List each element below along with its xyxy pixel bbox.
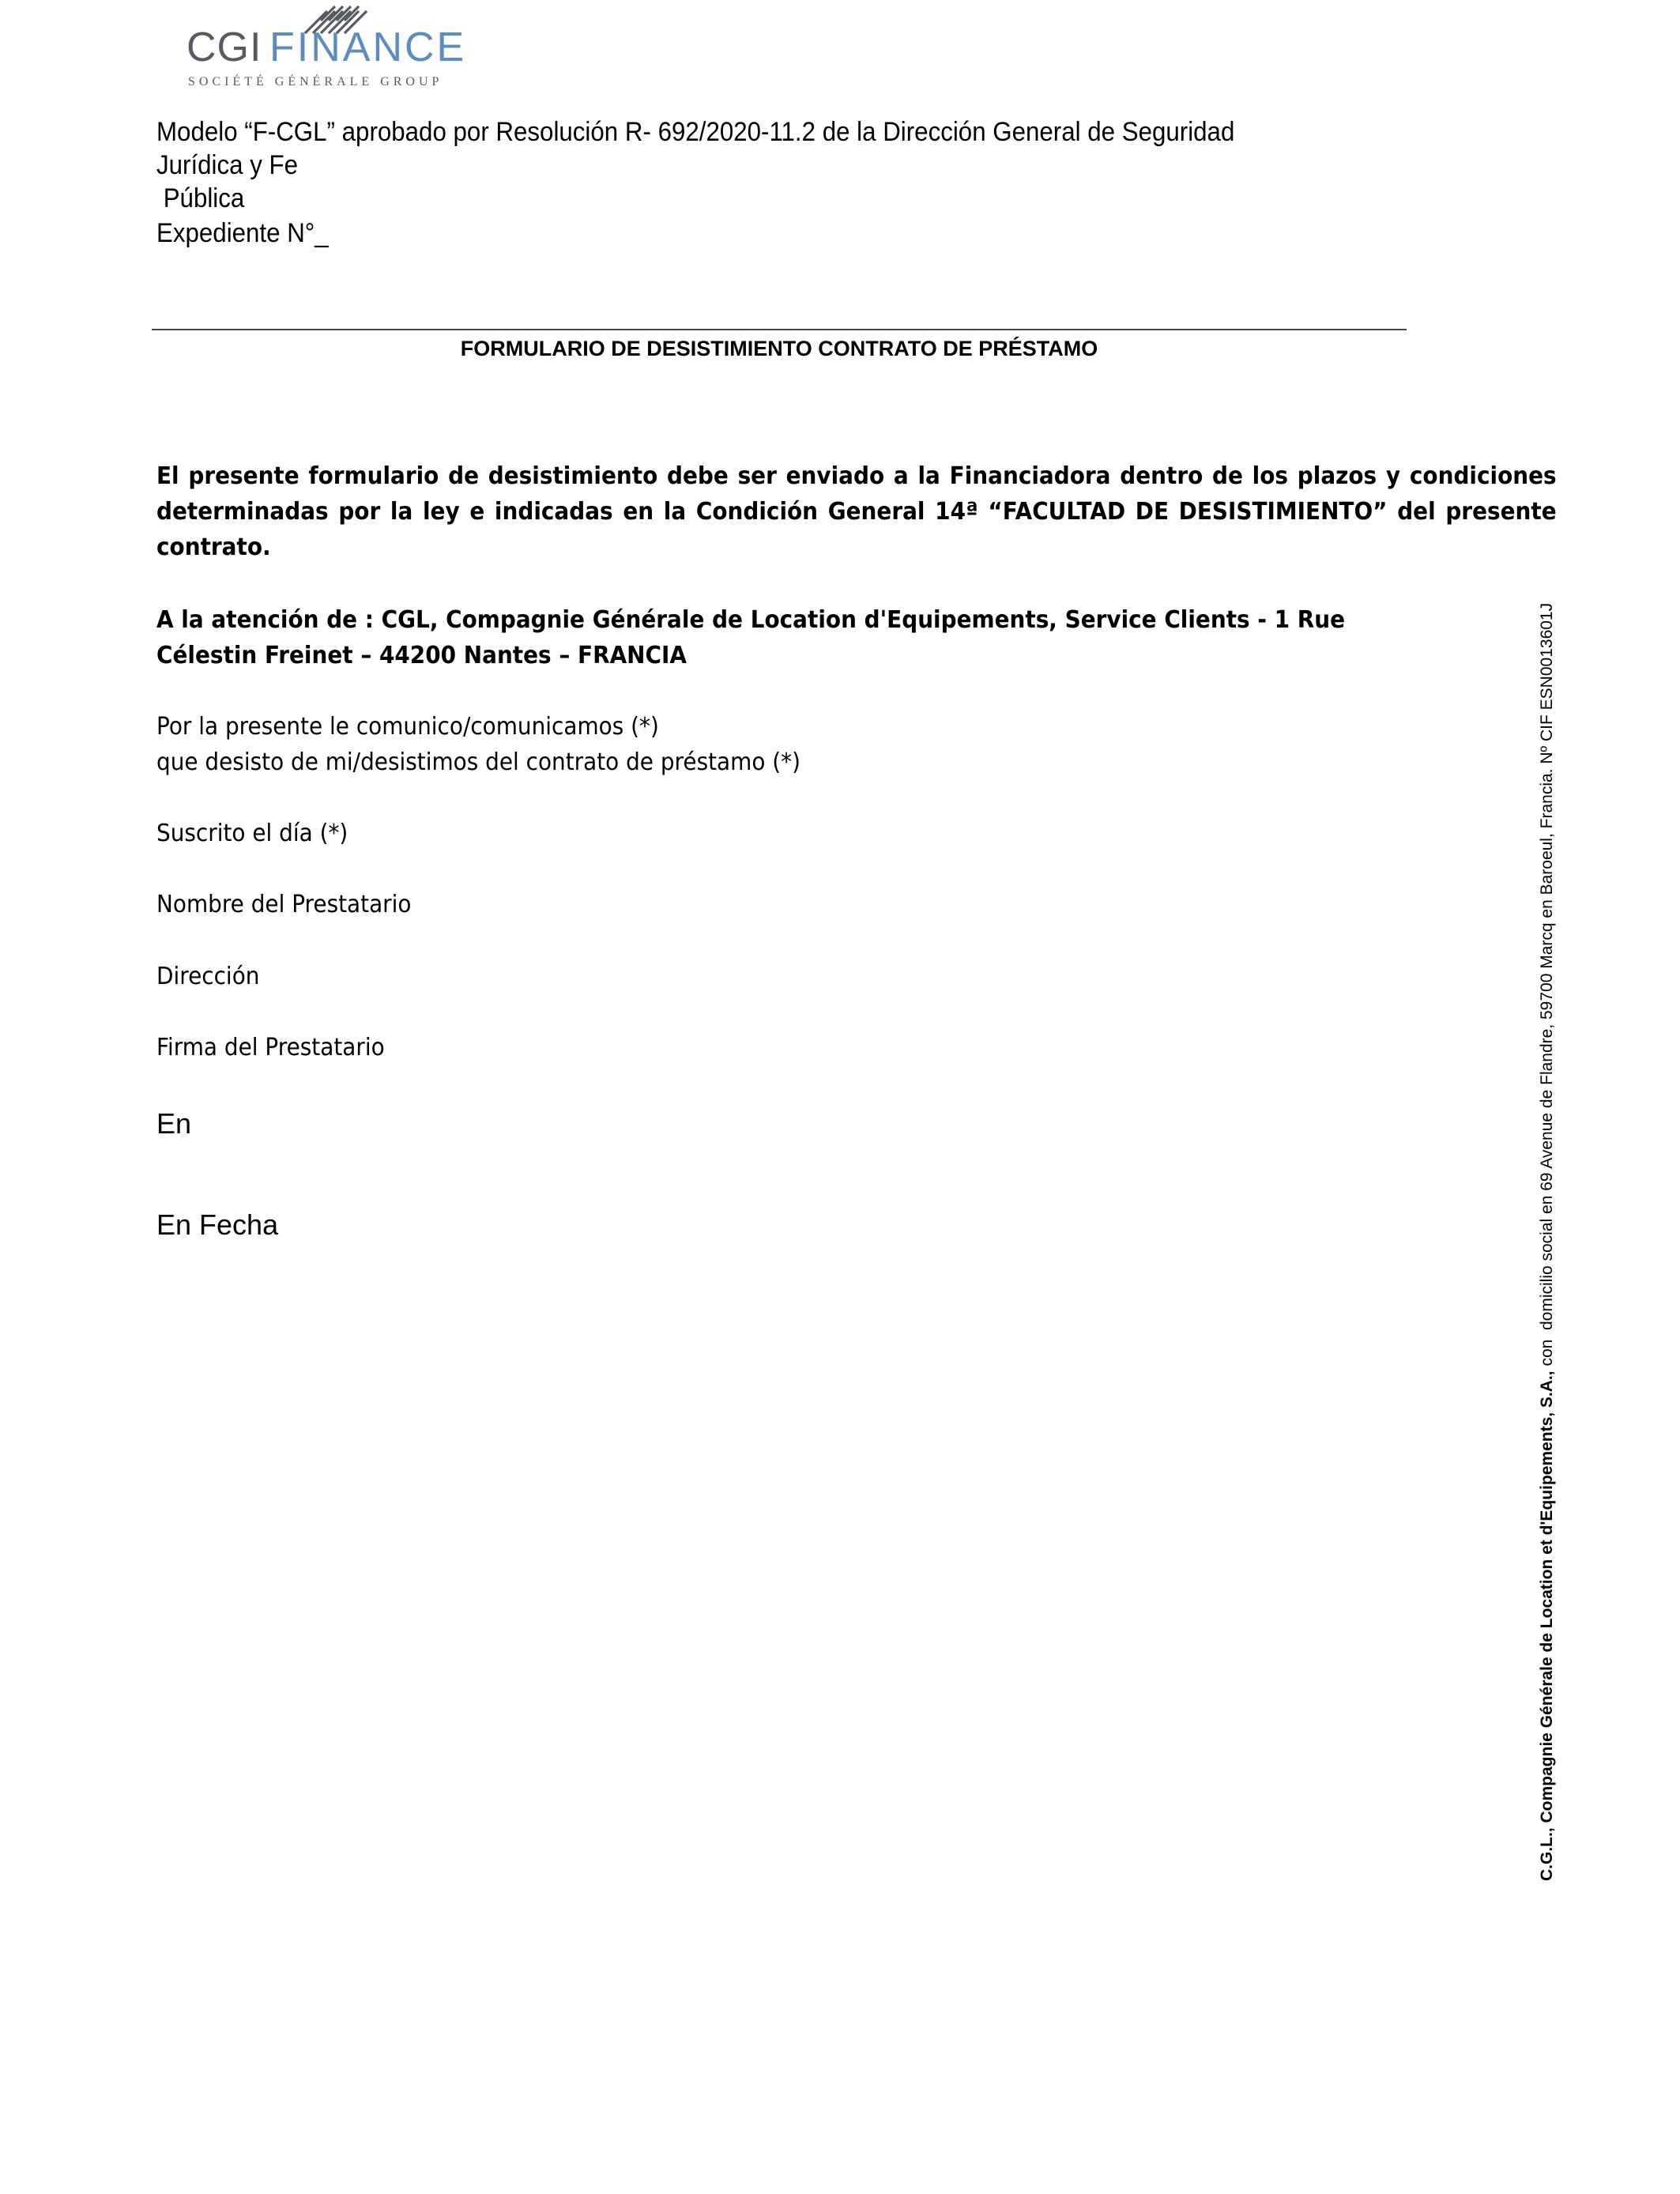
logo-brand-cgi: CGI	[186, 25, 262, 70]
model-approval-line-2: Pública	[156, 183, 245, 213]
title-divider	[152, 329, 1407, 330]
address-label: Dirección	[156, 963, 260, 990]
place-label: En	[156, 1107, 192, 1140]
company-logo	[186, 3, 471, 92]
logo-subtitle: SOCIÉTÉ GÉNÉRALE GROUP	[188, 75, 443, 89]
attention-line-1: A la atención de : CGL, Compagnie Générale de Location d'Equipements, Service Clients - 1 Rue	[156, 606, 1346, 634]
logo-brand-finance: FINANCE	[269, 25, 467, 70]
withdrawal-notice-line-1: Por la presente le comunico/comunicamos (*)	[156, 713, 659, 741]
signed-date-label: Suscrito el día (*)	[156, 820, 348, 847]
side-note-company-name: C.G.L., Compagnie Générale de Location et d'Equipements, S.A.,	[1538, 1370, 1556, 1881]
attention-address	[156, 602, 1557, 673]
company-legal-side-note	[1538, 522, 1557, 1881]
file-number-label: Expediente N°_	[156, 218, 329, 248]
withdrawal-notice-line-2: que desisto de mi/desistimos del contrato de préstamo (*)	[156, 748, 800, 776]
form-title: FORMULARIO DE DESISTIMIENTO CONTRATO DE PRÉSTAMO	[460, 337, 1098, 360]
attention-line-2: Célestin Freinet – 44200 Nantes – FRANCIA	[156, 642, 687, 669]
intro-paragraph: El presente formulario de desistimiento debe ser enviado a la Financiadora dentro de los plazos y condiciones determinadas por la ley e indicadas en la Condición General 14ª “FACULTAD DE DESISTIMIENTO” del presente contrato.	[156, 462, 1557, 561]
place-date-label: En Fecha	[156, 1208, 279, 1241]
model-approval-note	[156, 115, 1290, 215]
model-approval-line-1: Modelo “F-CGL” aprobado por Resolución R- 692/2020-11.2 de la Dirección General de Seguridad Jurídica y Fe	[156, 117, 1235, 180]
side-note-address: con domicilio social en 69 Avenue de Flandre, 59700 Marcq en Baroeul, Francia. Nº CIF ESN0013601J	[1538, 602, 1556, 1371]
borrower-name-label: Nombre del Prestatario	[156, 891, 412, 918]
withdrawal-notice	[156, 709, 800, 780]
borrower-signature-label: Firma del Prestatario	[156, 1034, 385, 1061]
